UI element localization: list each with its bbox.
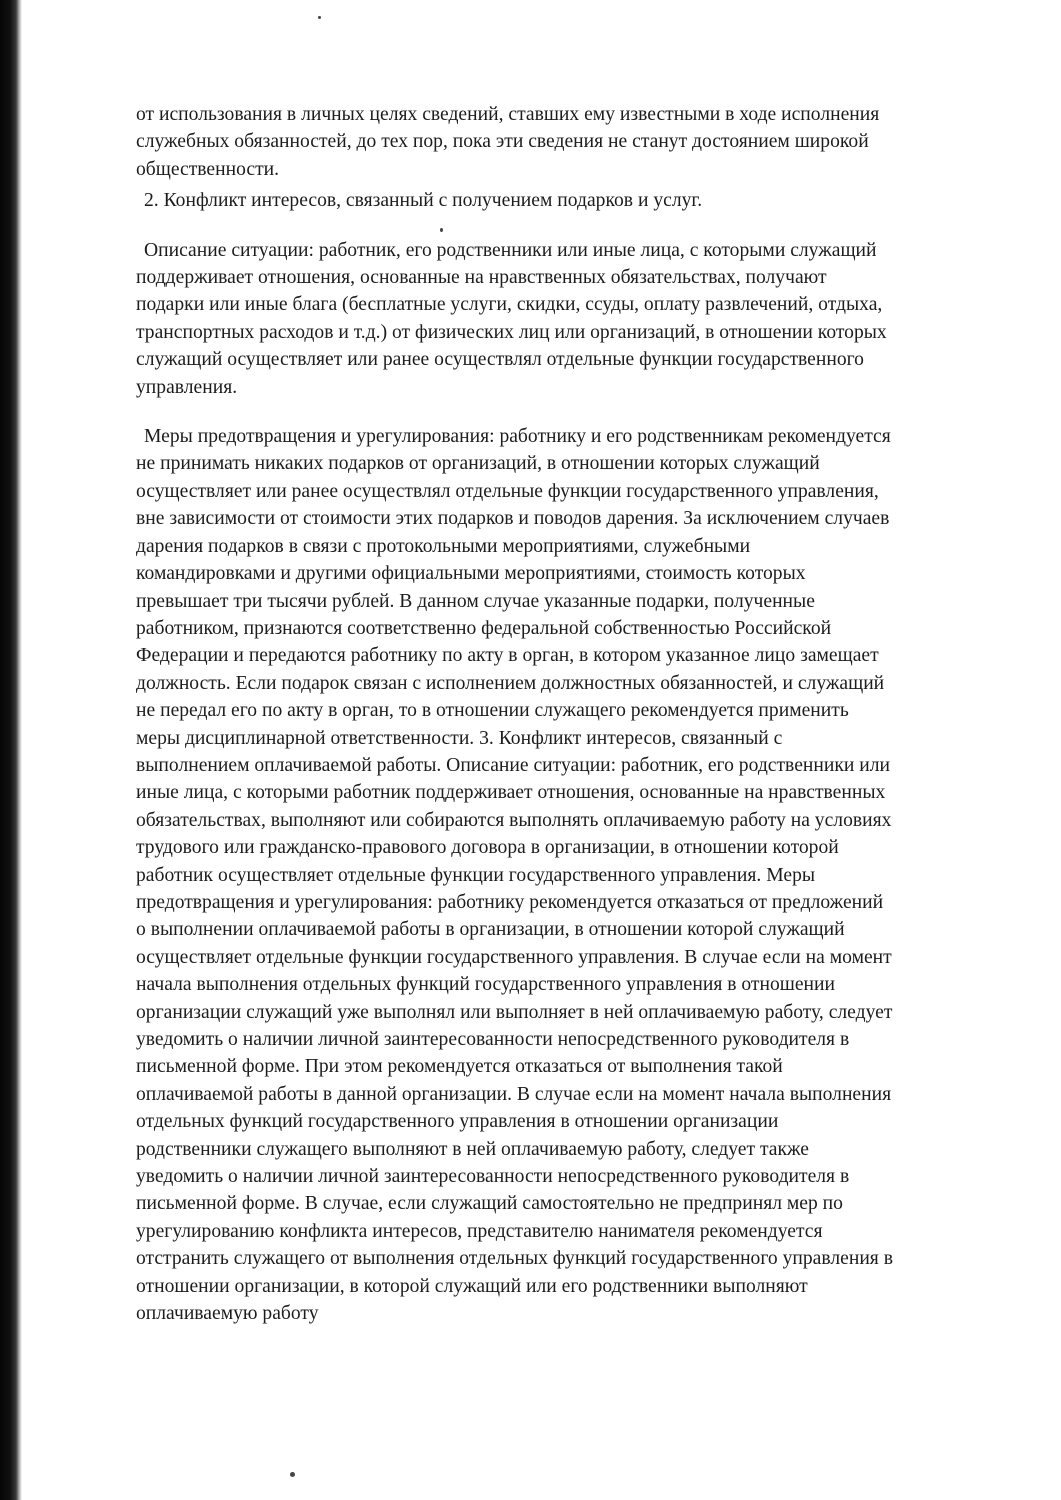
text-line: организации служащий уже выполнял или выполняет в ней оплачиваемую работу, следует <box>136 1001 893 1023</box>
text-line: работником, признаются соответственно федеральной собственностью Российской <box>136 617 832 639</box>
text-line: должность. Если подарок связан с исполнением должностных обязанностей, и служащий <box>136 672 885 694</box>
text-line: поддерживает отношения, основанные на нравственных обязательствах, получают <box>136 267 827 289</box>
text-line: выполнением оплачиваемой работы. Описание ситуации: работник, его родственники или <box>136 754 891 776</box>
text-line: письменной форме. При этом рекомендуется отказаться от выполнения такой <box>136 1056 783 1078</box>
text-line: о выполнении оплачиваемой работы в организации, в отношении которой служащий <box>136 919 845 941</box>
text-line: Меры предотвращения и урегулирования: работнику и его родственникам рекомендуется <box>144 426 891 448</box>
text-line: вне зависимости от стоимости этих подарков и поводов дарения. За исключением случаев <box>136 508 890 530</box>
text-line: не передал его по акту в орган, то в отношении служащего рекомендуется применить <box>136 700 849 722</box>
text-line: дарения подарков в связи с протокольными мероприятиями, служебными <box>136 535 751 557</box>
text-line: служебных обязанностей, до тех пор, пока эти сведения не станут достоянием широкой <box>136 131 869 153</box>
scan-edge-shadow <box>0 0 22 1500</box>
text-line: трудового или гражданско-правового договора в организации, в отношении которой <box>136 837 839 859</box>
text-line: уведомить о наличии личной заинтересованности непосредственного руководителя в <box>136 1029 850 1050</box>
intro-paragraph <box>136 101 976 183</box>
text-line: осуществляет отдельные функции государственного управления. В случае если на момент <box>136 946 892 968</box>
text-line: отдельных функций государственного управления в отношении организации <box>136 1111 779 1133</box>
text-line: транспортных расходов и т.д.) от физических лиц или организаций, в отношении которых <box>136 321 887 343</box>
text-line: управления. <box>136 376 238 398</box>
scan-speck <box>318 16 321 19</box>
text-line: осуществляет или ранее осуществлял отдельные функции государственного управления, <box>136 480 879 502</box>
text-line: уведомить о наличии личной заинтересованности непосредственного руководителя в <box>136 1166 850 1188</box>
text-line: обязательствах, выполняют или собираются выполнять оплачиваемую работу на условиях <box>136 809 892 831</box>
situation-paragraph <box>136 237 976 401</box>
text-line: иные лица, с которыми работник поддерживает отношения, основанные на нравственных <box>136 782 886 804</box>
text-line: урегулированию конфликта интересов, представителю нанимателя рекомендуется <box>136 1220 823 1242</box>
text-line: не принимать никаких подарков от организаций, в отношении которых служащий <box>136 453 820 475</box>
document-body <box>136 101 976 1327</box>
text-line: начала выполнения отдельных функций государственного управления в отношении <box>136 974 836 996</box>
measures-paragraph <box>136 423 976 1327</box>
text-line: отношении организации, в которой служащий или его родственники выполняют <box>136 1275 808 1297</box>
text-line: командировками и другими официальными мероприятиями, стоимость которых <box>136 563 806 585</box>
text-line: отстранить служащего от выполнения отдельных функций государственного управления в <box>136 1248 893 1270</box>
text-line: служащий осуществляет или ранее осуществлял отдельные функции государственного <box>136 349 864 371</box>
text-line: превышает три тысячи рублей. В данном случае указанные подарки, полученные <box>136 590 815 612</box>
text-line: предотвращения и урегулирования: работнику рекомендуется отказаться от предложений <box>136 891 884 913</box>
section-heading: 2. Конфликт интересов, связанный с получением подарков и услуг. <box>144 190 703 212</box>
text-line: работник осуществляет отдельные функции государственного управления. Меры <box>136 864 816 886</box>
text-line: меры дисциплинарной ответственности. 3. Конфликт интересов, связанный с <box>136 727 783 749</box>
text-line: оплачиваемой работы в данной организации. В случае если на момент начала выполнения <box>136 1083 892 1105</box>
scan-speck <box>290 1472 295 1477</box>
text-line: Федерации и передаются работнику по акту в орган, в котором указанное лицо замещает <box>136 645 879 667</box>
text-line: оплачиваемую работу <box>136 1303 319 1325</box>
text-line: подарки или иные блага (бесплатные услуги, скидки, ссуды, оплату развлечений, отдыха, <box>136 294 883 316</box>
text-line: общественности. <box>136 158 280 180</box>
text-line: родственники служащего выполняют в ней оплачиваемую работу, следует также <box>136 1138 809 1160</box>
text-line: Описание ситуации: работник, его родственники или иные лица, с которыми служащий <box>144 239 877 261</box>
text-line: от использования в личных целях сведений, ставших ему известными в ходе исполнения <box>136 104 880 125</box>
text-line: письменной форме. В случае, если служащий самостоятельно не предпринял мер по <box>136 1193 843 1215</box>
